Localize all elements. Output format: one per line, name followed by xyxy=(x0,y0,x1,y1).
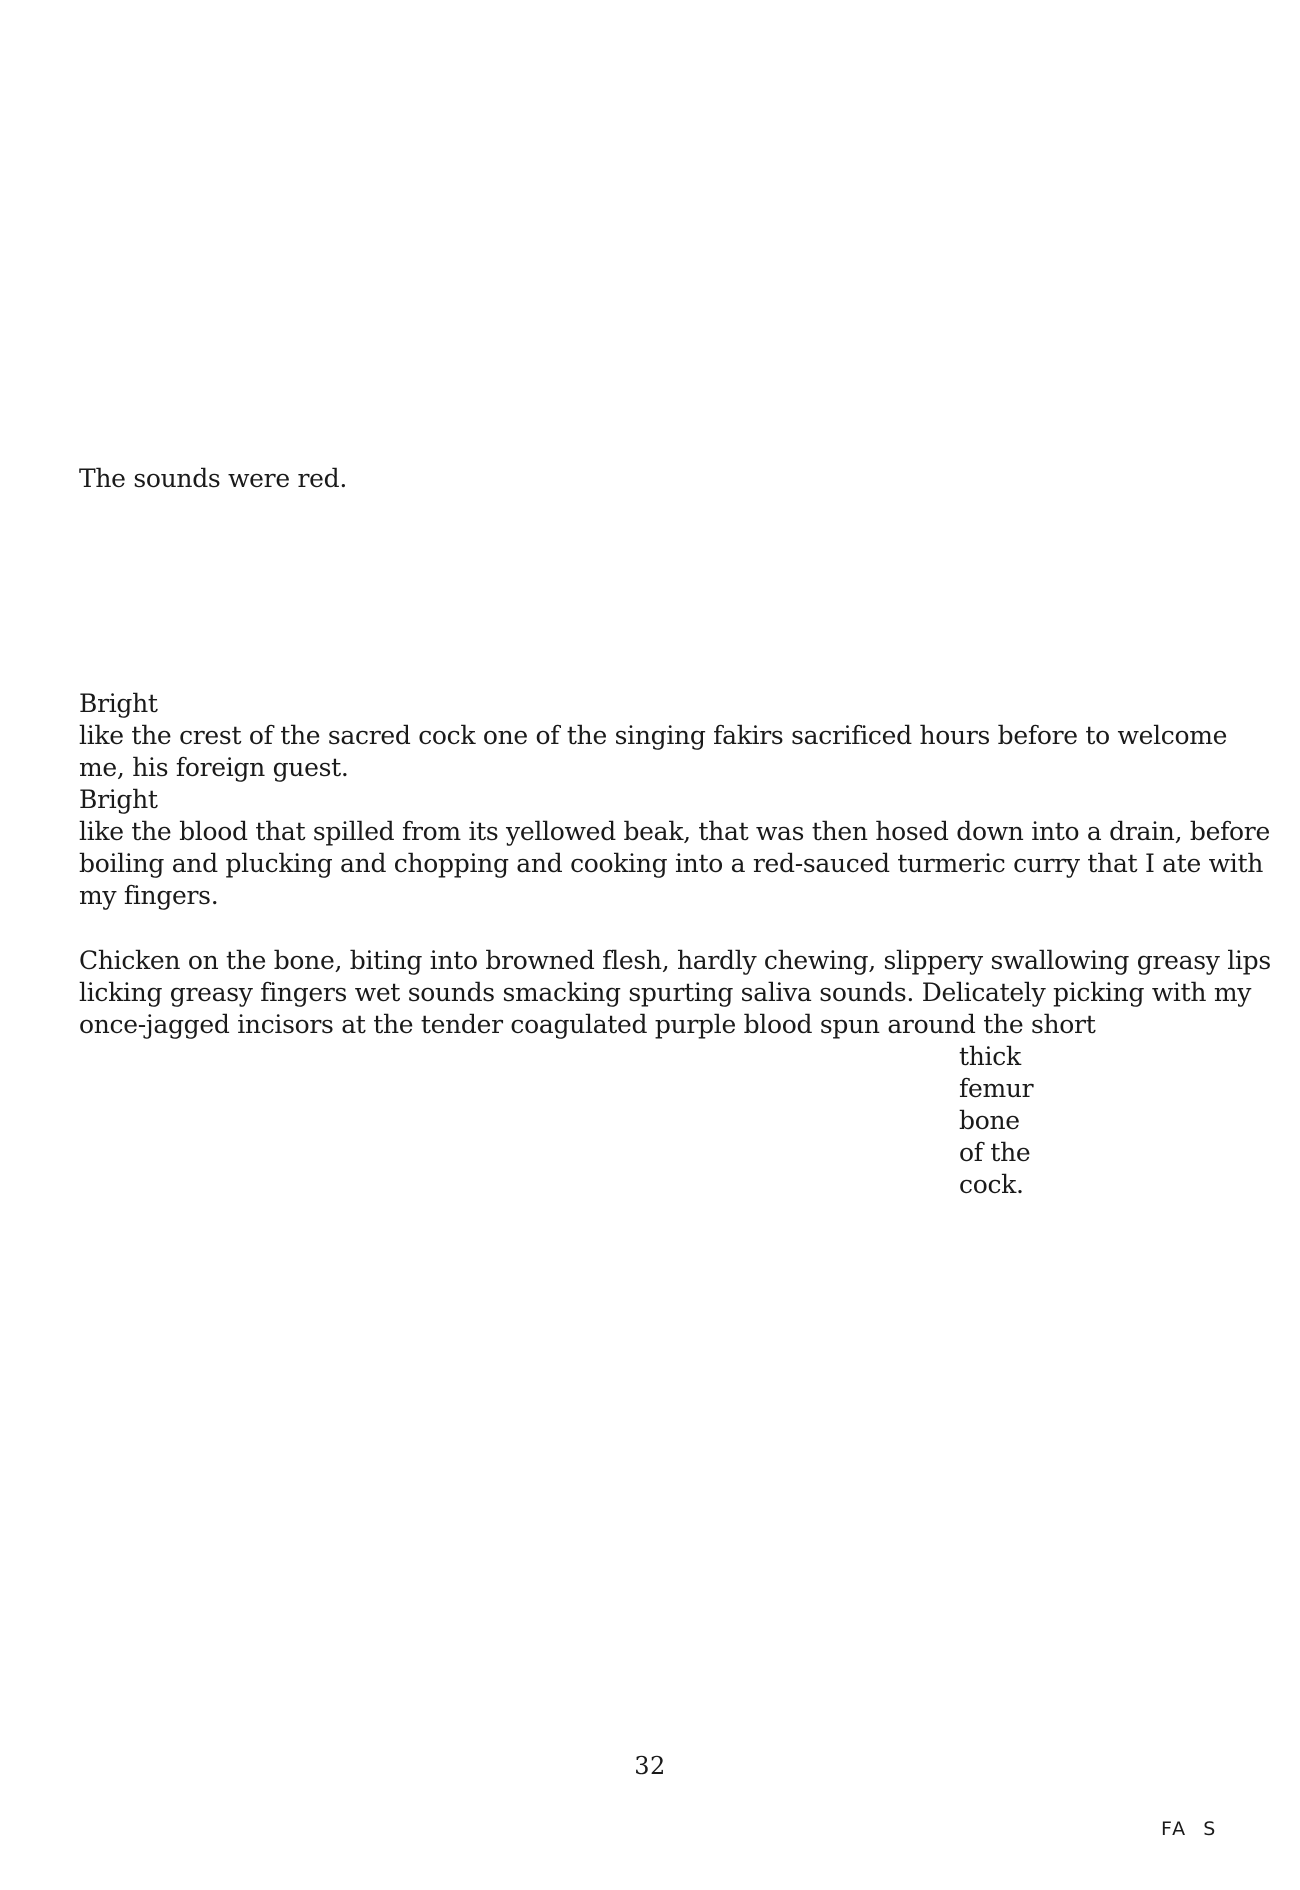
bright-stanza xyxy=(79,688,1270,912)
text-line: me, his foreign guest. xyxy=(79,753,349,782)
text-line: like the blood that spilled from its yellowed beak, that was then hosed down into a drain, before xyxy=(79,817,1270,846)
footer-mark: FA S xyxy=(1161,1818,1218,1840)
chicken-paragraph xyxy=(79,945,1271,1041)
cascade-word: of the xyxy=(959,1138,1031,1167)
text-line: The sounds were red. xyxy=(79,464,347,493)
text-line: licking greasy fingers wet sounds smacking spurting saliva sounds. Delicately picking with my xyxy=(79,978,1252,1007)
cascade-word: thick xyxy=(959,1042,1021,1071)
cascade-word: femur xyxy=(959,1074,1034,1103)
cascade-word: cock. xyxy=(959,1170,1024,1199)
page-number: 32 xyxy=(634,1752,666,1780)
text-line: boiling and plucking and chopping and cooking into a red-sauced turmeric curry that I ate with xyxy=(79,849,1264,878)
text-line: once-jagged incisors at the tender coagulated purple blood spun around the short xyxy=(79,1010,1096,1039)
cascade-word: bone xyxy=(959,1106,1020,1135)
text-line: Bright xyxy=(79,689,158,718)
text-line: Chicken on the bone, biting into browned flesh, hardly chewing, slippery swallowing greasy lips xyxy=(79,946,1271,975)
cascading-words xyxy=(959,1041,1033,1201)
opening-line xyxy=(79,463,1199,495)
text-line: Bright xyxy=(79,785,158,814)
text-line: my fingers. xyxy=(79,881,219,910)
text-line: like the crest of the sacred cock one of the singing fakirs sacrificed hours before to welcome xyxy=(79,721,1228,750)
